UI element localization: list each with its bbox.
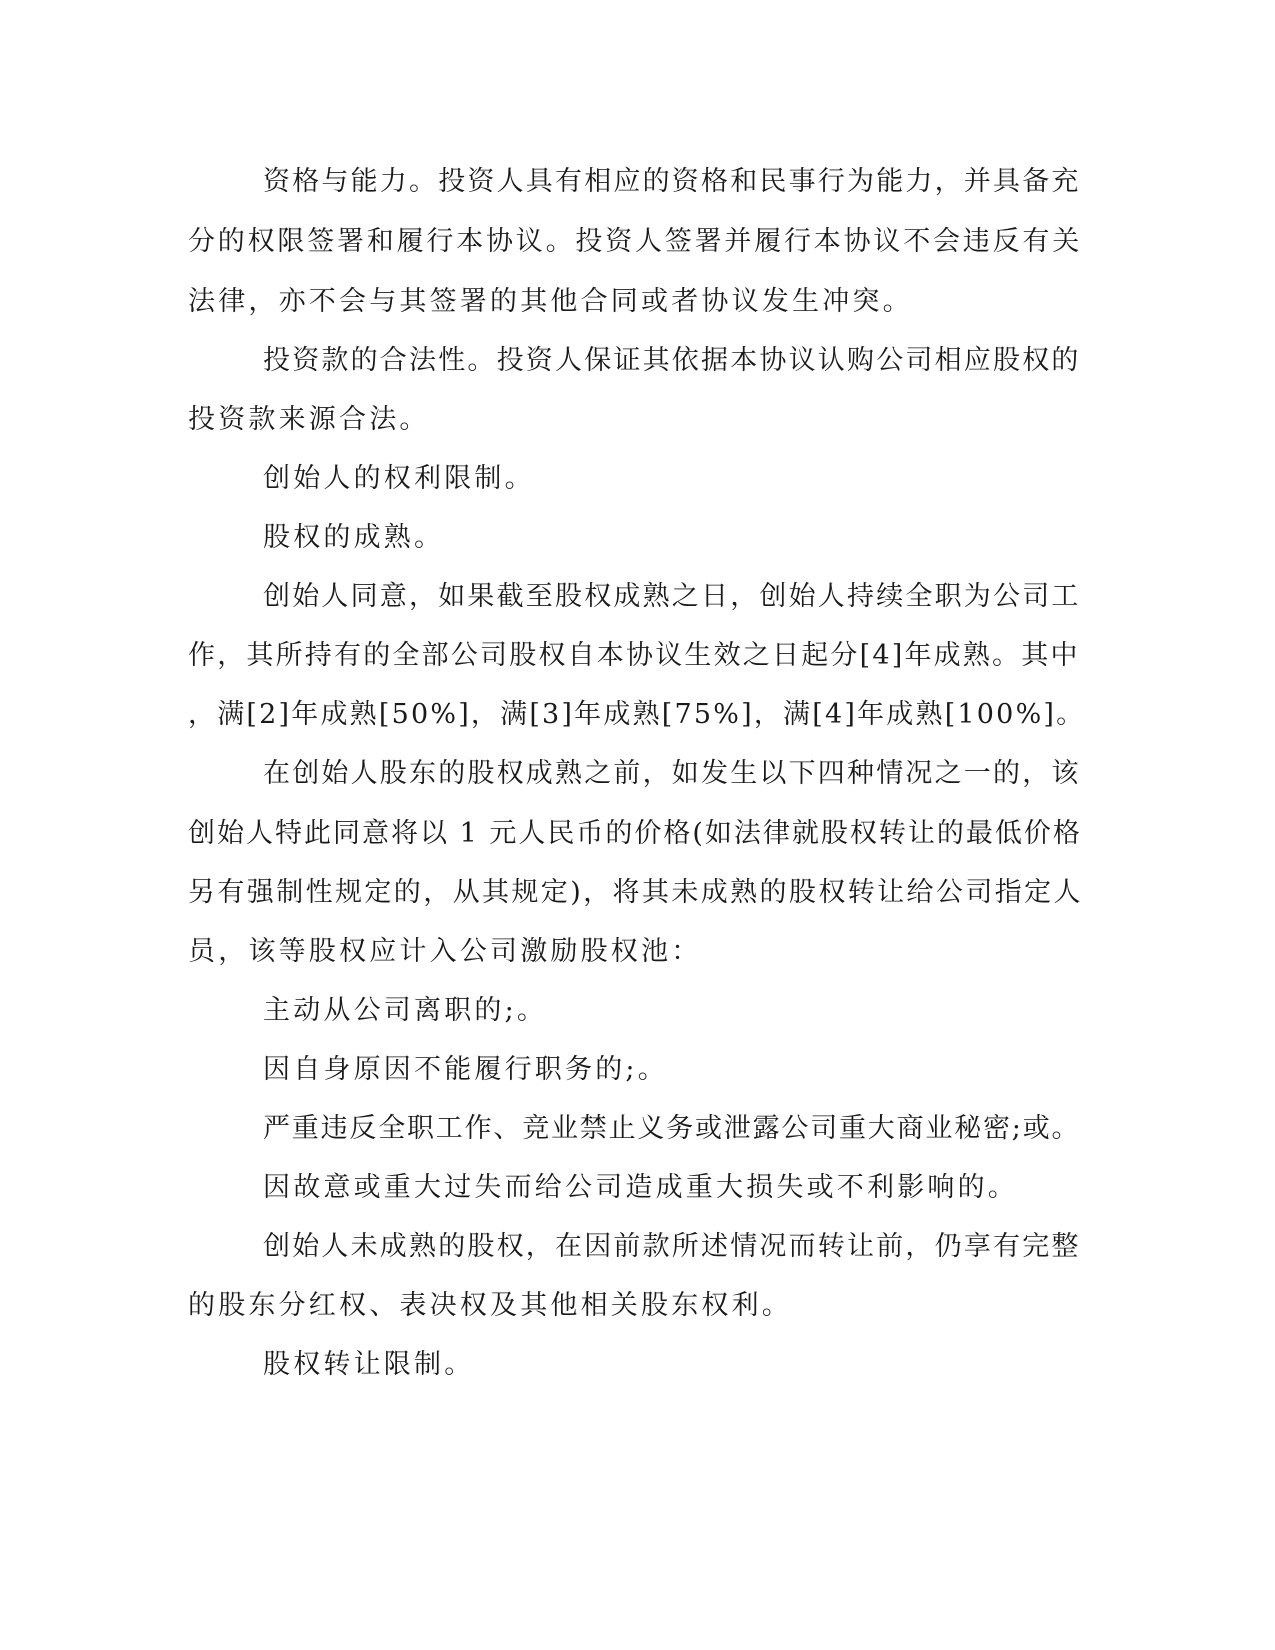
text-line: ，满[2]年成熟[50%]，满[3]年成熟[75%]，满[4]年成熟[100%]。 (188, 699, 1086, 730)
text-line: 创始人同意，如果截至股权成熟之日，创始人持续全职为公司工 (263, 581, 1081, 612)
text-line: 因自身原因不能履行职务的;。 (263, 1054, 668, 1085)
text-line: 分的权限签署和履行本协议。投资人签署并履行本协议不会违反有关 (188, 226, 1082, 257)
text-line: 股权转让限制。 (263, 1349, 475, 1380)
text-line: 在创始人股东的股权成熟之前，如发生以下四种情况之一的，该 (263, 758, 1081, 789)
text-line: 股权的成熟。 (263, 522, 445, 553)
text-line: 资格与能力。投资人具有相应的资格和民事行为能力，并具备充 (263, 166, 1081, 197)
text-line: 投资款来源合法。 (188, 404, 430, 435)
text-line: 创始人特此同意将以 1 元人民币的价格(如法律就股权转让的最低价格 (188, 818, 1082, 849)
text-line: 投资款的合法性。投资人保证其依据本协议认购公司相应股权的 (263, 345, 1081, 376)
text-line: 创始人未成熟的股权，在因前款所述情况而转让前，仍享有完整 (263, 1231, 1081, 1262)
text-line: 创始人的权利限制。 (263, 463, 535, 494)
text-line: 主动从公司离职的;。 (263, 995, 548, 1026)
text-line: 因故意或重大过失而给公司造成重大损失或不利影响的。 (263, 1172, 1018, 1203)
text-line: 法律，亦不会与其签署的其他合同或者协议发生冲突。 (188, 286, 913, 317)
text-line: 作，其所持有的全部公司股权自本协议生效之日起分[4]年成熟。其中 (188, 640, 1080, 671)
text-line: 的股东分红权、表决权及其他相关股东权利。 (188, 1290, 792, 1321)
text-line: 严重违反全职工作、竞业禁止义务或泄露公司重大商业秘密;或。 (263, 1113, 1081, 1144)
text-line: 员，该等股权应计入公司激励股权池： (188, 936, 702, 967)
text-line: 另有强制性规定的，从其规定)，将其未成熟的股权转让给公司指定人 (188, 877, 1083, 908)
